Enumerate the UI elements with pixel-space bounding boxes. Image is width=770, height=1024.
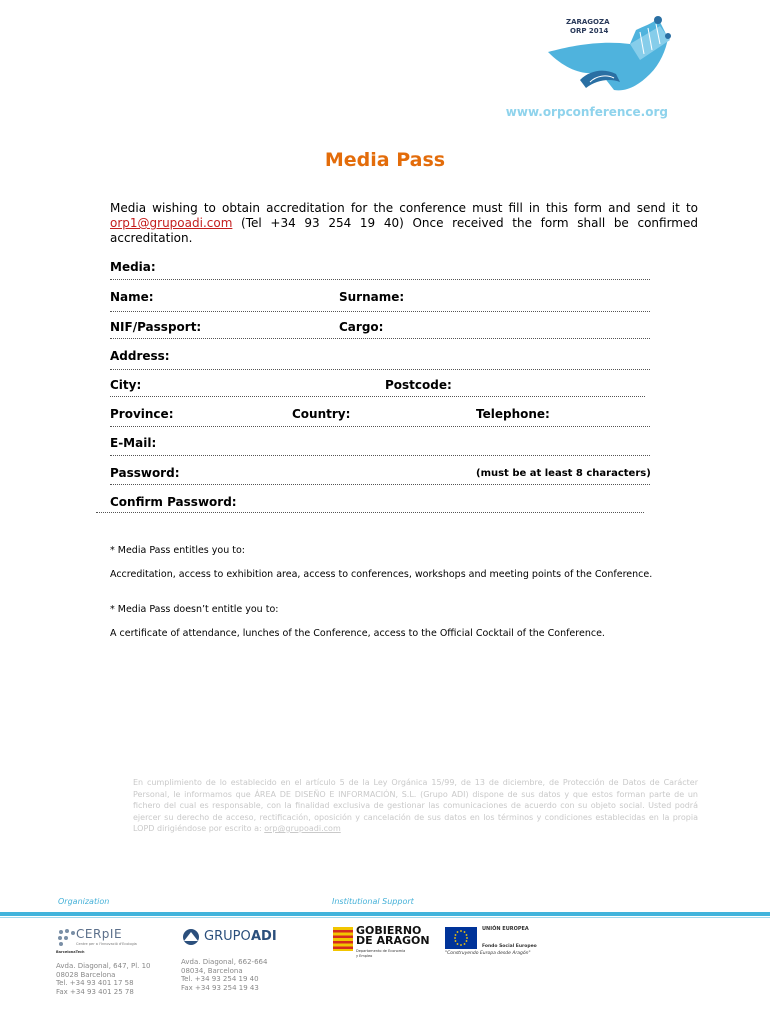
city-postcode-field[interactable] [110, 396, 645, 397]
eu-flag-icon [445, 927, 477, 949]
entitles-heading: * Media Pass entitles you to: [110, 545, 245, 556]
aragon-line1: GOBIERNO [356, 924, 422, 937]
password-field[interactable] [110, 484, 650, 485]
legal-email-link[interactable]: orp@grupoadi.com [264, 824, 341, 833]
grupo-adi-logo [181, 927, 281, 949]
cerpie-logo [56, 925, 166, 959]
address-field[interactable] [110, 369, 650, 370]
password-hint: (must be at least 8 characters) [476, 468, 651, 479]
aragon-sub2: y Empleo [356, 954, 373, 958]
email-label: E-Mail: [110, 436, 157, 450]
adi-addr-line: 08034, Barcelona [181, 966, 243, 975]
grupo-adi-word2: ADI [251, 929, 277, 944]
email-field[interactable] [110, 455, 650, 456]
entitles-body: Accreditation, access to exhibition area, access to conferences, workshops and meeting points of the Conference. [110, 569, 653, 580]
cargo-label: Cargo: [339, 320, 384, 334]
adi-addr-line: Avda. Diagonal, 662-664 [181, 958, 268, 966]
address-label: Address: [110, 349, 170, 363]
intro-paragraph [110, 201, 698, 246]
media-label: Media: [110, 260, 156, 274]
cerpie-address [56, 962, 151, 996]
intro-text1: Media wishing to obtain accreditation for the conference must fill in this form and send it to [110, 201, 698, 215]
contact-email-link[interactable]: orp1@grupoadi.com [110, 216, 233, 230]
grupo-adi-word1: GRUPO [204, 929, 251, 944]
legal-text: En cumplimiento de lo establecido en el artículo 5 de la Ley Orgánica 15/99, de 13 de diciembre, de Protección de Datos de Carácter Personal, le informamos que ÁREA DE DISEÑO E INFORMACIÓN, S.L. (Grupo ADI) dispone de sus datos y que estos forman parte de un fichero del cual es responsable, con la finalidad exclusiva de gestionar las comunicaciones de acuerdo con su objeto social. Usted podrá ejercer su derecho de acceso, rectificación, oposición y cancelación de sus datos en los términos y condiciones establecidas en la propia LOPD dirigiéndose por escrito a: [133, 778, 698, 833]
nif-label: NIF/Passport: [110, 320, 202, 334]
gobierno-aragon-logo [333, 926, 433, 962]
confirm-password-field[interactable] [96, 512, 644, 513]
not-entitle-body: A certificate of attendance, lunches of the Conference, access to the Official Cocktail of the Conference. [110, 628, 605, 639]
country-label: Country: [292, 407, 351, 421]
logo-line2: ORP 2014 [570, 27, 609, 35]
not-entitle-heading: * Media Pass doesn’t entitle you to: [110, 604, 279, 615]
aragon-sub1: Departamento de Economía [356, 949, 406, 953]
footer-divider-thin [0, 917, 770, 918]
cerpie-addr-line: Fax +34 93 401 25 78 [56, 987, 134, 996]
confirm-password-label: Confirm Password: [110, 495, 237, 509]
intro-text2: (Tel +34 93 254 19 40) Once received the form shall be confirmed accreditation. [110, 216, 698, 245]
logo-line1: ZARAGOZA [566, 18, 610, 26]
cerpie-addr-line: Tel. +34 93 401 17 58 [56, 979, 134, 987]
union-europea-logo [445, 924, 545, 960]
cerpie-addr-line: 08028 Barcelona [56, 970, 116, 979]
city-label: City: [110, 378, 142, 392]
name-label: Name: [110, 290, 154, 304]
media-field[interactable] [110, 279, 650, 280]
adi-addr-line: Fax +34 93 254 19 43 [181, 983, 259, 992]
grupo-adi-mark-icon [181, 928, 201, 946]
eu-line2: Fondo Social Europeo [482, 944, 537, 949]
nif-cargo-field[interactable] [110, 338, 650, 339]
organization-heading: Organization [58, 897, 110, 906]
legal-notice [133, 777, 698, 835]
eu-line1: UNIÓN EUROPEA [482, 926, 529, 932]
eu-line3: "Construyendo Europa desde Aragón" [445, 951, 531, 956]
aragon-line2: DE ARAGON [356, 934, 430, 947]
cerpie-name: CERpIE [76, 927, 123, 941]
postcode-label: Postcode: [385, 378, 452, 392]
province-country-telephone-field[interactable] [110, 426, 650, 427]
cerpie-sub2: BarcelonaTech [56, 950, 85, 954]
support-heading: Institutional Support [332, 897, 414, 906]
name-surname-field[interactable] [110, 311, 650, 312]
cerpie-addr-line: Avda. Diagonal, 647, Pl. 10 [56, 962, 151, 970]
telephone-label: Telephone: [476, 407, 550, 421]
grupo-adi-address [181, 958, 267, 992]
cerpie-sub1: Centre per a l'Innovació d'Ecologia [76, 942, 137, 946]
cerpie-mark-icon [56, 927, 78, 949]
page-title: Media Pass [324, 149, 446, 171]
orp-2014-logo [540, 10, 680, 98]
adi-addr-line: Tel. +34 93 254 19 40 [181, 975, 259, 983]
password-label: Password: [110, 466, 180, 480]
surname-label: Surname: [339, 290, 405, 304]
footer-divider [0, 912, 770, 916]
website-url[interactable]: www.orpconference.org [505, 105, 668, 119]
province-label: Province: [110, 407, 174, 421]
aragon-flag-icon [333, 927, 353, 951]
